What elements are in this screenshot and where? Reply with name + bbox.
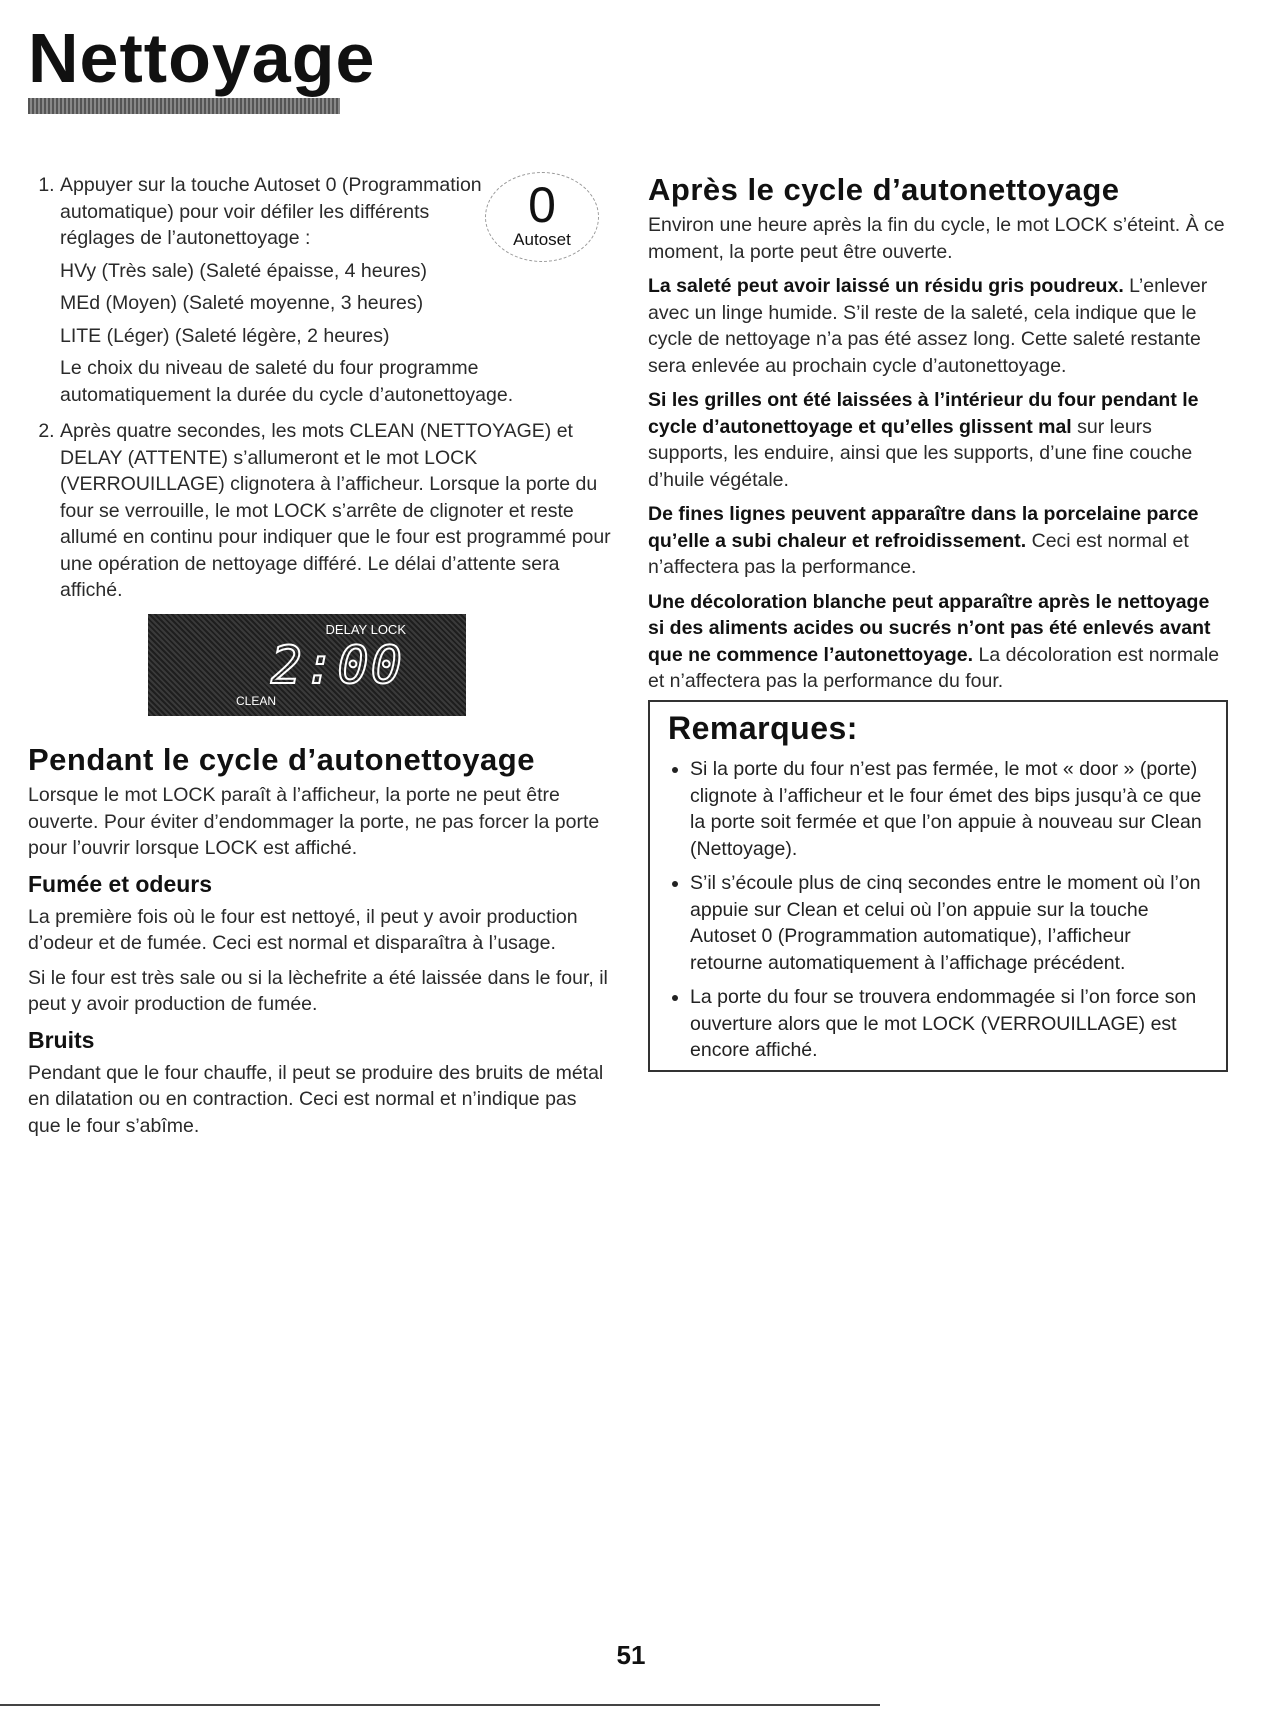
page-number: 51 (616, 1640, 646, 1670)
oven-display-image (148, 614, 466, 716)
apres-para-3-text: Ceci est normal et n’affectera pas la performance. (648, 529, 1189, 578)
apres-para-4-bold: Une décoloration blanche peut apparaître après le nettoyage si des aliments acides ou sucrés n’ont pas été enlevés avant que ne commence l’autonettoyage. (648, 590, 1211, 666)
pendant-heading: Pendant le cycle d’autonettoyage (28, 742, 535, 777)
title-underline (28, 98, 340, 114)
display-time: 2:00 (270, 636, 404, 696)
step-5-levels (60, 258, 613, 409)
apres-para-4-text: La décoloration est normale et n’affectera pas la performance du four. (648, 643, 1220, 692)
remarque-item: • La porte du four se trouvera endommagée si l’on force son ouverture alors que le mot LOCK (VERROUILLAGE) est encore affiché. (690, 984, 1208, 1064)
step-5-text: 1. Appuyer sur la touche Autoset 0 (Programmation automatique) pour voir défiler les différents réglages de l’autonettoyage : (60, 174, 482, 249)
step-5 (60, 172, 613, 408)
remarques-heading: Remarques: (668, 710, 858, 746)
level-note: Le choix du niveau de saleté du four programme automatiquement la durée du cycle d’autonettoyage. (60, 357, 514, 406)
level-med: MEd (Moyen) (Saleté moyenne, 3 heures) (60, 292, 424, 314)
fumee-p2: Si le four est très sale ou si la lèchefrite a été laissée dans le four, il peut y avoir production de fumée. (28, 966, 608, 1015)
apres-para-3-bold: De fines lignes peuvent apparaître dans la porcelaine parce qu’elle a subi chaleur et refroidissement. (648, 503, 1199, 552)
apres-para-3 (648, 501, 1228, 581)
autoset-label: Autoset (513, 230, 571, 249)
level-lite: LITE (Léger) (Saleté légère, 2 heures) (60, 324, 390, 347)
apres-para-2-bold: Si les grilles ont été laissées à l’intérieur du four pendant le cycle d’autonettoyage et qu’elles glissent mal (648, 389, 1199, 438)
step-6-text: Après quatre secondes, les mots CLEAN (NETTOYAGE) et DELAY (ATTENTE) s’allumeront et le mot LOCK (VERROUILLAGE) clignotera à l’afficheur. Lorsque la porte du four se verrouille, le mot LOCK s’arrête de clignoter et reste allumé en continu pour indiquer que le four est programmé pour une opération de nettoyage différé. Le délai d’attente sera affiché. (60, 420, 611, 601)
apres-para-4 (648, 589, 1228, 695)
display-clean: CLEAN (236, 694, 277, 708)
display-delay-lock: DELAY LOCK (325, 622, 406, 637)
pendant-text: Lorsque le mot LOCK paraît à l’afficheur, la porte ne peut être ouverte. Pour éviter d’endommager la porte, ne pas forcer la porte pour l’ouvrir lorsque LOCK est affiché. (28, 784, 600, 859)
apres-para-2-text: sur leurs supports, les enduire, ainsi que les supports, d’une fine couche d’huile végétale. (648, 415, 1193, 491)
apres-intro: Environ une heure après la fin du cycle, le mot LOCK s’éteint. À ce moment, la porte peut être ouverte. (648, 214, 1225, 263)
left-lower-section (28, 742, 613, 1147)
fumee-p1: La première fois où le four est nettoyé, il peut y avoir production d’odeur et de fumée. Ceci est normal et disparaîtra à l’usage. (28, 905, 578, 954)
apres-section (648, 172, 1228, 703)
remarque-item: • Si la porte du four n’est pas fermée, le mot « door » (porte) clignote à l’afficheur et le four émet des bips jusqu’à ce que la porte soit fermée et que l’on appuie à nouveau sur Clean (Nettoyage). (690, 756, 1208, 862)
bruits-heading: Bruits (28, 1026, 95, 1053)
step-6 (60, 418, 613, 604)
steps-section (28, 172, 613, 614)
remarque-item: • S’il s’écoule plus de cinq secondes entre le moment où l’on appuie sur Clean et celui où l’on appuie sur la touche Autoset 0 (Programmation automatique), l’afficheur retourne automatiquement à l’affichage précédent. (690, 870, 1208, 976)
apres-para-1 (648, 273, 1228, 379)
level-hvy: HVy (Très sale) (Saleté épaisse, 4 heures) (60, 259, 428, 282)
footer-divider (0, 1704, 880, 1706)
page-title: Nettoyage (28, 19, 376, 97)
fumee-heading: Fumée et odeurs (28, 870, 213, 897)
apres-para-1-text: L’enlever avec un linge humide. S’il reste de la saleté, cela indique que le cycle de nettoyage n’a pas été assez long. Cette saleté restante sera enlevée au prochain cycle d’autonettoyage. (648, 275, 1208, 377)
apres-heading: Après le cycle d’autonettoyage (648, 172, 1120, 207)
bruits-text: Pendant que le four chauffe, il peut se produire des bruits de métal en dilatation ou en contraction. Ceci est normal et n’indique pas que le four s’abîme. (28, 1061, 604, 1137)
apres-para-2 (648, 387, 1228, 493)
autoset-number: 0 (528, 177, 556, 233)
apres-para-1-bold: La saleté peut avoir laissé un résidu gris poudreux. (648, 275, 1124, 297)
remarques-box (648, 700, 1228, 1072)
